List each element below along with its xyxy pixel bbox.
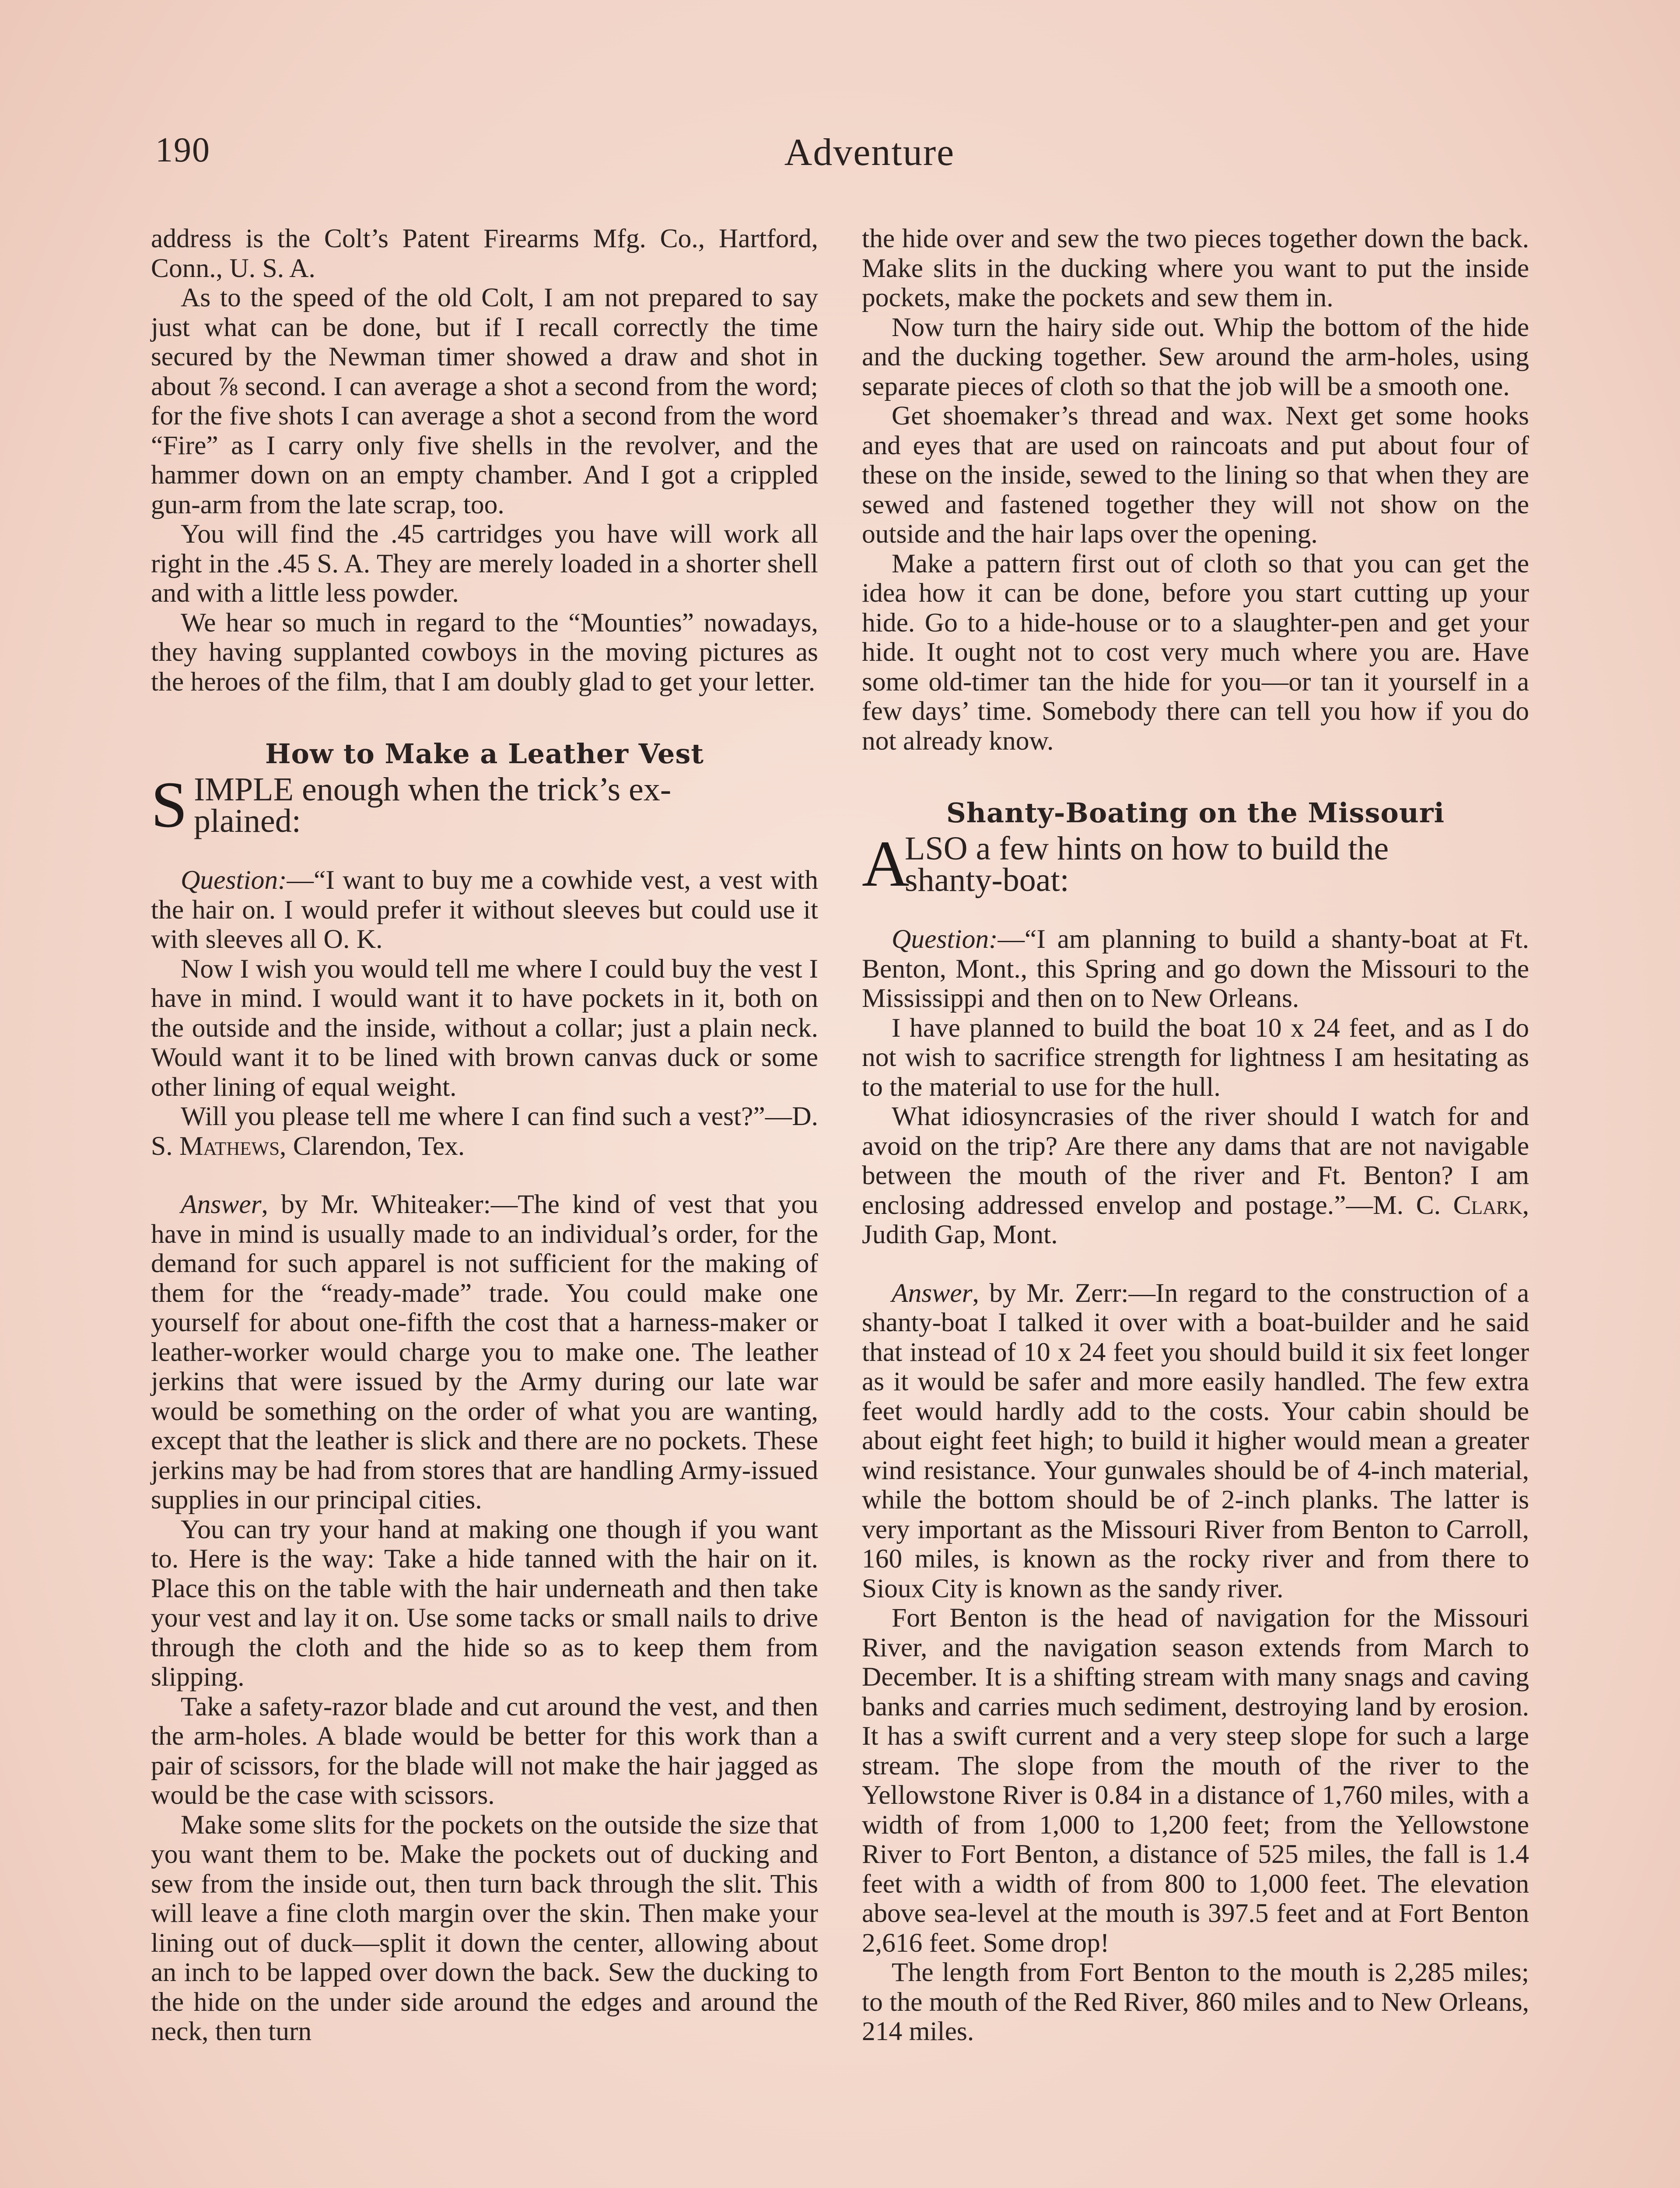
page-header <box>155 130 1584 183</box>
paragraph: We hear so much in regard to the “Mounties” nowadays, they having supplanted cowboys in the moving pictures as the heroes of the film, that I am doubly glad to get your letter. <box>151 607 818 697</box>
author-name: D. S. Mathews <box>151 1101 818 1161</box>
question-label: Question: <box>181 865 287 895</box>
paragraph: As to the speed of the old Colt, I am not prepared to say just what can be done, but if I recall correctly the time secured by the Newman timer showed a draw and shot in about ⅞ second. I can average a shot a second from the word; for the five shots I can average a shot a second from the word “Fire” as I carry only five shells in the revolver, and the hammer down on an empty chamber. And I got a crippled gun-arm from the late scrap, too. <box>151 283 818 519</box>
lead-text: shanty-boat: <box>905 862 1069 898</box>
answer-paragraph: Answer, by Mr. Zerr:—In regard to the construction of a shanty-boat I talked it over with a boat-builder and he said that instead of 10 x 24 feet you should build it six feet longer as it would be safer and more easily handled. The few extra feet would hardly add to the costs. Your cabin should be about eight feet high; to build it higher would mean a greater wind resistance. Your gunwales should be of 4-inch material, while the bottom should be of 2-inch planks. The latter is very important as the Missouri River from Benton to Carroll, 160 miles, is known as the rocky river and from there to Sioux City is known as the sandy river. <box>862 1278 1529 1603</box>
section-lead <box>151 768 818 841</box>
paragraph: Now I wish you would tell me where I could buy the vest I have in mind. I would want it to have pockets in it, both on the outside and the inside, without a collar; just a plain neck. Would want it to be lined with brown canvas duck or some other lining of equal weight. <box>151 954 818 1102</box>
answer-paragraph: Answer, by Mr. Whiteaker:—The kind of vest that you have in mind is usually made to an individual’s order, for the demand for such apparel is not sufficient for the making of them for the “ready-made” trade. You could make one yourself for about one-fifth the cost that a harness-maker or leather-worker would charge you to make one. The leather jerkins that were issued by the Army during our late war would be something on the order of what you are wanting, except that the leather is slick and there are no pockets. These jerkins may be had from stores that are handling Army-issued supplies in our principal cities. <box>151 1189 818 1515</box>
question-paragraph: Question:—“I want to buy me a cowhide vest, a vest with the hair on. I would prefer it without sleeves but could use it with sleeves all O. K. <box>151 865 818 954</box>
section-heading: How to Make a Leather Vest <box>265 738 704 770</box>
answer-label: Answer <box>892 1278 973 1308</box>
paragraph: Get shoemaker’s thread and wax. Next get some hooks and eyes that are used on raincoats and put about four of these on the inside, sewed to the lining so that when they are sewed and fastened together they will not show on the outside and the hair laps over the opening. <box>862 401 1529 549</box>
answer-label: Answer <box>181 1189 262 1219</box>
paragraph: Will you please tell me where I can find such a vest?”—D. S. Mathews, Clarendon, Tex. <box>151 1101 818 1161</box>
page-number: 190 <box>155 131 210 169</box>
lead-text: IMPLE enough when the trick’s ex- <box>194 771 672 808</box>
running-head: Adventure <box>784 131 955 174</box>
paragraph: You can try your hand at making one though if you want to. Here is the way: Take a hide tanned with the hair on it. Place this on the table with the hair underneath and then take your vest and lay it on. Use some tacks or small nails to drive through the cloth and the hide so as to keep them from slipping. <box>151 1514 818 1692</box>
right-column <box>862 224 1529 2047</box>
section-heading: Shanty-Boating on the Missouri <box>946 797 1445 829</box>
question-label: Question: <box>892 924 998 954</box>
lead-text: LSO a few hints on how to build the <box>905 830 1389 867</box>
paragraph: Fort Benton is the head of navigation for the Missouri River, and the navigation season extends from March to December. It is a shifting stream with many snags and caving banks and carries much sediment, destroying land by erosion. It has a swift current and a very steep slope for such a large stream. The slope from the mouth of the river to the Yellowstone River is 0.84 in a distance of 1,760 miles, with a width of from 1,000 to 1,200 feet; from the Yellowstone River to Fort Benton, a distance of 525 miles, the fall is 1.4 feet with a width of from 800 to 1,000 feet. The elevation above sea-level at the mouth is 397.5 feet and at Fort Benton 2,616 feet. Some drop! <box>862 1603 1529 1958</box>
drop-cap: S <box>151 768 188 841</box>
paragraph: Now turn the hairy side out. Whip the bottom of the hide and the ducking together. Sew around the arm-holes, using separate pieces of cloth so that the job will be a smooth one. <box>862 312 1529 401</box>
left-column <box>151 224 818 2047</box>
paragraph: I have planned to build the boat 10 x 24 feet, and as I do not wish to sacrifice strength for lightness I am hesitating as to the material to use for the hull. <box>862 1013 1529 1102</box>
paragraph: What idiosyncrasies of the river should I watch for and avoid on the trip? Are there any dams that are not navigable between the mouth of the river and Ft. Benton? I am enclosing addressed envelop and postage.”—M. C. Clark, Judith Gap, Mont. <box>862 1101 1530 1249</box>
paragraph: address is the Colt’s Patent Firearms Mfg. Co., Hartford, Conn., U. S. A. <box>151 224 818 283</box>
paragraph: Make a pattern first out of cloth so that you can get the idea how it can be done, before you start cutting up your hide. Go to a hide-house or to a slaughter-pen and get your hide. It ought not to cost very much where you are. Have some old-timer tan the hide for you—or tan it yourself in a few days’ time. Somebody there can tell you how if you do not already know. <box>862 548 1529 756</box>
lead-text: plained: <box>194 803 301 839</box>
section-lead <box>862 828 1529 900</box>
paragraph: the hide over and sew the two pieces together down the back. Make slits in the ducking where you want to put the inside pockets, make the pockets and sew them in. <box>862 224 1529 312</box>
paragraph: Take a safety-razor blade and cut around the vest, and then the arm-holes. A blade would be better for this work than a pair of scissors, for the blade will not make the hair jagged as would be the case with scissors. <box>151 1691 818 1810</box>
paragraph: The length from Fort Benton to the mouth is 2,285 miles; to the mouth of the Red River, 860 miles and to New Orleans, 214 miles. <box>862 1957 1529 2046</box>
drop-cap: A <box>862 828 910 900</box>
question-paragraph: Question:—“I am planning to build a shanty-boat at Ft. Benton, Mont., this Spring and go down the Missouri to the Mississippi and then on to New Orleans. <box>862 924 1529 1013</box>
paragraph: You will find the .45 cartridges you have will work all right in the .45 S. A. They are merely loaded in a shorter shell and with a little less powder. <box>151 519 818 608</box>
author-name: M. C. Clark <box>1372 1190 1522 1220</box>
paragraph: Make some slits for the pockets on the outside the size that you want them to be. Make the pockets out of ducking and sew from the inside out, then turn back through the slit. This will leave a fine cloth margin over the skin. Then make your lining out of duck—split it down the center, allowing about an inch to be lapped over down the back. Sew the ducking to the hide on the under side around the edges and around the neck, then turn <box>151 1809 818 2046</box>
